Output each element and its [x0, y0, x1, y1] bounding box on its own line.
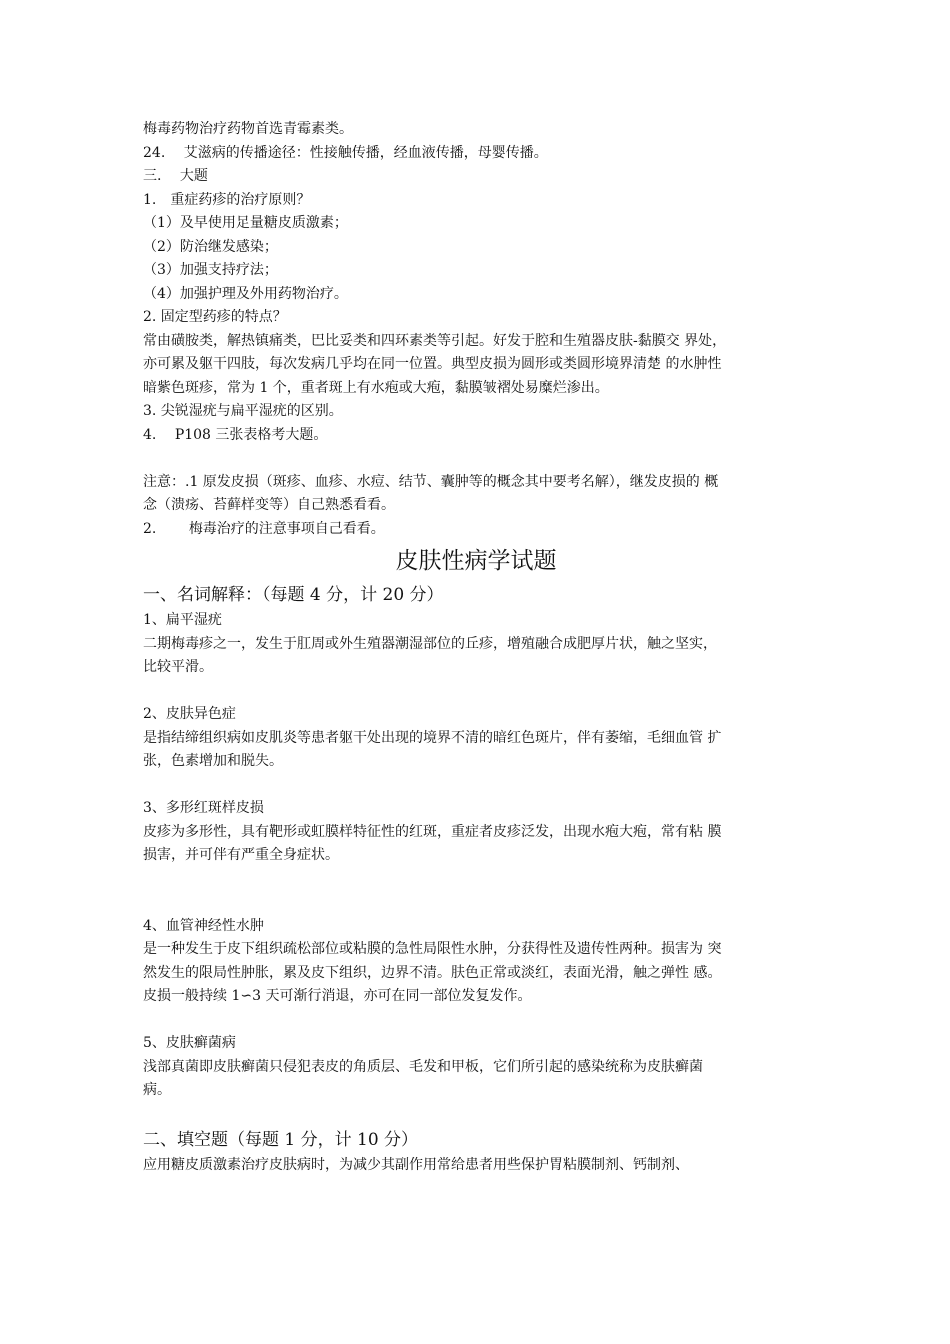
answer-line: 亦可累及躯干四肢，每次发病几乎均在同一位置。典型皮损为圆形或类圆形境界清楚 的水肿性 — [143, 356, 722, 372]
term-definition: 二期梅毒疹之一，发生于肛周或外生殖器潮湿部位的丘疹，增殖融合成肥厚片状，触之坚实， — [143, 635, 717, 652]
document-page — [143, 118, 813, 1178]
question-2: 2. 固定型药疹的特点？ — [143, 309, 287, 325]
term-definition: 然发生的限局性肿胀，累及皮下组织，边界不清。肤色正常或淡红，表面光滑，触之弹性 感。 — [143, 964, 722, 981]
term-definition: 张，色素增加和脱失。 — [143, 753, 283, 769]
item-number: 2. — [143, 520, 157, 537]
term-title: 5、皮肤癣菌病 — [143, 1035, 236, 1051]
term-definition: 是指结缔组织病如皮肌炎等患者躯干处出现的境界不清的暗红色斑片，伴有萎缩，毛细血管 扩 — [143, 729, 722, 746]
item-number: 4. — [143, 426, 157, 443]
answer-line: 常由磺胺类，解热镇痛类，巴比妥类和四环素类等引起。好发于腔和生殖器皮肤-黏膜交 界处， — [143, 332, 727, 349]
item-text: P108 三张表格考大题。 — [174, 426, 328, 443]
list-item: （1）及早使用足量糖皮质激素； — [143, 215, 348, 231]
item-number: 24. — [143, 144, 166, 161]
question-4 — [143, 424, 813, 448]
item-text: 梅毒治疗的注意事项自己看看。 — [188, 520, 385, 537]
section-marker — [143, 165, 813, 189]
note-line — [143, 518, 813, 542]
term-title: 1、扁平湿疣 — [143, 612, 222, 628]
item-text: 艾滋病的传播途径：性接触传播，经血液传播，母婴传播。 — [183, 144, 548, 161]
section-heading-2: 二、填空题（每题 1 分，计 10 分） — [143, 1130, 419, 1150]
term-definition: 皮疹为多形性，具有靶形或虹膜样特征性的红斑，重症者皮疹泛发，出现水疱大疱，常有粘 膜 — [143, 823, 722, 840]
term-definition: 损害，并可伴有严重全身症状。 — [143, 847, 339, 863]
term-title: 2、皮肤异色症 — [143, 706, 236, 722]
question-1: 1. 重症药疹的治疗原则？ — [143, 191, 311, 208]
note-line: 念（溃疡、苔藓样变等）自己熟悉看看。 — [143, 497, 395, 513]
question-text: 应用糖皮质激素治疗皮肤病时，为减少其副作用常给患者用些保护胃粘膜制剂、钙制剂、 — [143, 1157, 689, 1173]
list-item: （3）加强支持疗法； — [143, 262, 278, 278]
note-line: 注意：.1 原发皮损（斑疹、血疹、水痘、结节、囊肿等的概念其中要考名解），继发皮损的 概 — [143, 473, 719, 490]
term-definition: 比较平滑。 — [143, 659, 213, 675]
spacer — [143, 1009, 813, 1033]
spacer — [143, 447, 813, 471]
term-definition: 病。 — [143, 1082, 171, 1098]
term-definition: 浅部真菌即皮肤癣菌只侵犯表皮的角质层、毛发和甲板，它们所引起的感染统称为皮肤癣菌 — [143, 1058, 703, 1075]
question-3: 3. 尖锐湿疣与扁平湿疣的区别。 — [143, 403, 343, 419]
item-number: 三. — [143, 168, 162, 184]
spacer — [143, 680, 813, 704]
answer-line: 暗紫色斑疹，常为 1 个，重者斑上有水疱或大疱，黏膜皱褶处易糜烂渗出。 — [143, 379, 609, 396]
list-item: （2）防治继发感染； — [143, 238, 278, 255]
section-heading-1: 一、名词解释：（每题 4 分，计 20 分） — [143, 585, 444, 605]
spacer — [143, 1103, 813, 1127]
item-text: 大题 — [179, 168, 208, 184]
text-line — [143, 142, 813, 166]
term-title: 3、多形红斑样皮损 — [143, 800, 264, 816]
term-definition: 皮损一般持续 1∽3 天可渐行消退，亦可在同一部位发复发作。 — [143, 988, 532, 1004]
exam-title: 皮肤性病学试题 — [395, 548, 557, 574]
text-line: 梅毒药物治疗药物首选青霉素类。 — [143, 121, 353, 137]
spacer — [143, 774, 813, 798]
spacer — [143, 868, 813, 915]
term-title: 4、血管神经性水肿 — [143, 917, 264, 934]
term-definition: 是一种发生于皮下组织疏松部位或粘膜的急性局限性水肿，分获得性及遗传性两种。损害为 突 — [143, 941, 722, 957]
list-item: （4）加强护理及外用药物治疗。 — [143, 285, 348, 302]
